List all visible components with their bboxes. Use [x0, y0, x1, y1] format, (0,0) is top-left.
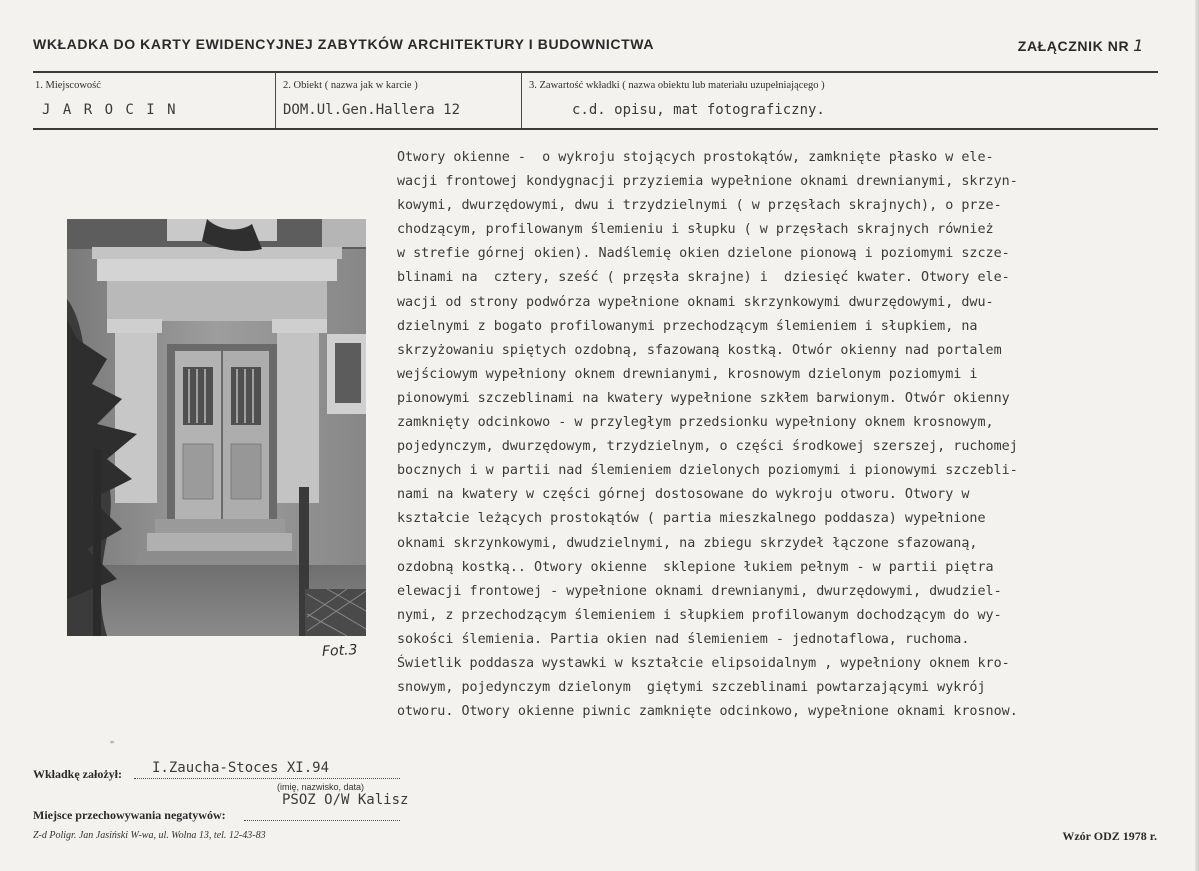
- description-line: Otwory okienne - o wykroju stojących prostokątów, zamknięte płasko w ele-: [397, 150, 994, 165]
- description-line: w strefie górnej okien). Nadślemię okien dzielone pionową i poziomymi szcze-: [397, 246, 1010, 262]
- description-line: chodzącym, profilowanym ślemieniu i słupku ( w przęsłach skrajnych również: [397, 222, 994, 238]
- description-line: kowymi, dwurzędowymi, dwu i trzydzielnymi ( w przęsłach skrajnych), o prze-: [397, 198, 1002, 214]
- field-divider: [521, 73, 522, 128]
- description-line: wacji frontowej kondygnacji przyziemia wypełnione oknami drewnianymi, skrzyn-: [397, 174, 1018, 190]
- description-line: sokości ślemienia. Partia okien nad ślemieniem - jednotaflowa, ruchoma.: [397, 631, 970, 647]
- storage-label: Miejsce przechowywania negatywów:: [33, 808, 226, 822]
- description-text: [397, 146, 1167, 724]
- author-value: I.Zaucha-Stoces XI.94: [152, 760, 330, 776]
- card-edge: [1195, 0, 1199, 871]
- description-line: nymi, z przechodzącym ślemieniem i słupkiem profilowanym dochodzącym do wy-: [397, 607, 1002, 623]
- description-line: elewacji frontowej - wypełnione oknami drewnianymi, dwurzędowymi, dwudziel-: [397, 583, 1002, 599]
- locality-label: 1. Miejscowość: [35, 80, 101, 91]
- description-line: oknami skrzynkowymi, dwudzielnymi, na zbiegu skrzydeł łączone sfazowaną,: [397, 535, 978, 551]
- description-line: skrzyżowaniu spiętych ozdobną, sfazowaną kostką. Otwór okienny nad portalem: [397, 342, 1002, 358]
- photo-caption: Fot.3: [321, 642, 358, 660]
- description-line: Świetlik poddasza wystawki w kształcie elipsoidalnym , wypełniony oknem kro-: [397, 655, 1010, 671]
- building-photo: [67, 219, 366, 636]
- description-line: nami na kwatery w części górnej dostosowane do wykroju otworu. Otwory w: [397, 487, 970, 503]
- card-title: WKŁADKA DO KARTY EWIDENCYJNEJ ZABYTKÓW ARCHITEKTURY I BUDOWNICTWA: [33, 36, 655, 52]
- description-line: bocznych i w partii nad ślemieniem dzielonych poziomymi i pionowymi szczebli-: [397, 463, 1018, 479]
- printer-imprint: Z-d Poligr. Jan Jasiński W-wa, ul. Wolna 13, tel. 12-43-83: [33, 830, 266, 841]
- header-top-rule: [33, 71, 1158, 73]
- field-divider: [275, 73, 276, 128]
- description-line: wacji od strony podwórza wypełnione oknami skrzynkowymi dwurzędowymi, dwu-: [397, 294, 994, 310]
- description-line: wejściowym wypełniony oknem drewnianymi, krosnowym dzielonym poziomymi i: [397, 366, 978, 382]
- form-pattern: Wzór ODZ 1978 r.: [1062, 829, 1157, 843]
- description-line: otworu. Otwory okienne piwnic zamknięte odcinkowo, wypełnione oknami krosnow.: [397, 704, 1018, 720]
- doorway-photo-illustration: [67, 219, 366, 636]
- description-line: kształcie leżących prostokątów ( partia mieszkalnego poddasza) wypełnione: [397, 511, 986, 527]
- author-dotted-line: [134, 778, 400, 779]
- stray-mark: ": [110, 740, 115, 751]
- content-label: 3. Zawartość wkładki ( nazwa obiektu lub materiału uzupełniającego ): [529, 80, 825, 91]
- description-line: pojedynczym, dwurzędowym, trzydzielnym, o części środkowej szerszej, ruchomej: [397, 439, 1018, 455]
- description-line: zamknięty odcinkowo - w przyległym przedsionku wypełniony oknem krosnowym,: [397, 415, 994, 431]
- annex-label: [1018, 36, 1144, 55]
- storage-value: PSOZ O/W Kalisz: [282, 792, 409, 808]
- description-line: ozdobną kostką.. Otwory okienne sklepione łukiem pełnym - w partii piętra: [397, 559, 994, 575]
- object-value: DOM.Ul.Gen.Hallera 12: [283, 102, 461, 118]
- locality-value: J A R O C I N: [42, 102, 178, 118]
- author-caption: (imię, nazwisko, data): [277, 782, 365, 792]
- header-bottom-rule: [33, 128, 1158, 130]
- storage-dotted-line: [244, 820, 400, 821]
- description-line: pionowymi szczeblinami na kwatery wypełnione szkłem barwionym. Otwór okienny: [397, 390, 1010, 406]
- author-label: Wkładkę założył:: [33, 767, 122, 781]
- description-line: blinami na cztery, sześć ( przęsła skrajne) i dziesięć kwater. Otwory ele-: [397, 270, 1010, 286]
- content-value: c.d. opisu, mat fotograficzny.: [572, 102, 825, 118]
- object-label: 2. Obiekt ( nazwa jak w karcie ): [283, 80, 418, 91]
- description-line: snowym, pojedynczym dzielonym giętymi szczeblinami powtarzającymi wykrój: [397, 680, 986, 696]
- description-line: dzielnymi z bogato profilowanymi przechodzącym ślemieniem i słupkiem, na: [397, 318, 978, 334]
- annex-number: 1: [1133, 36, 1144, 55]
- annex-label-text: ZAŁĄCZNIK NR: [1017, 38, 1130, 54]
